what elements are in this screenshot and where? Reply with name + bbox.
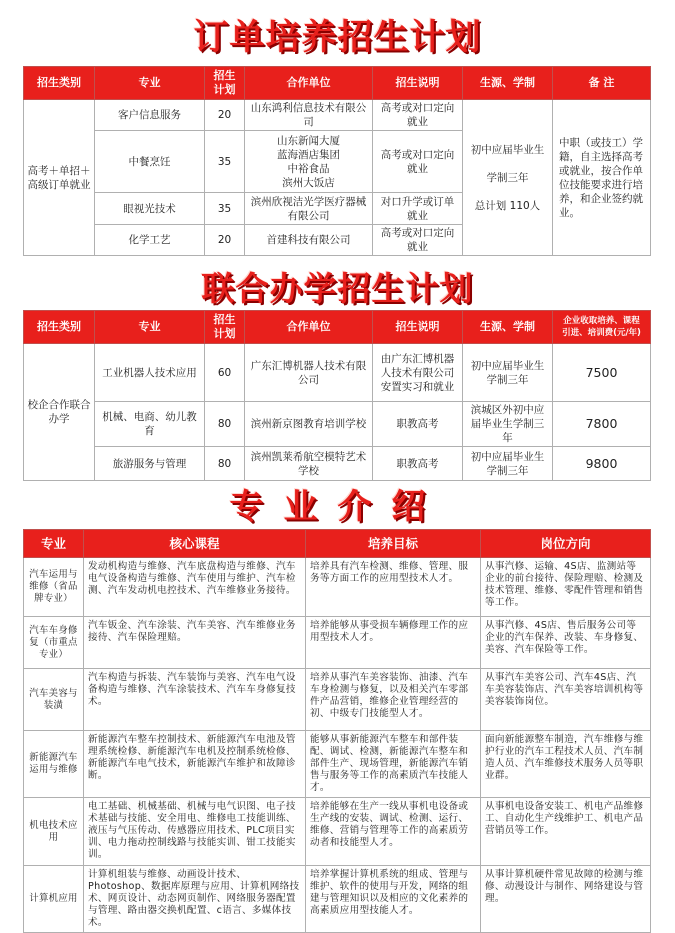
major-jobs: 面向新能源整车制造，汽车维修与维护行业的汽车工程技术人员、汽车制造人员、汽车维修技术服务人员等职业群。 — [481, 731, 651, 798]
joint-major: 机械、电商、幼儿教育 — [95, 402, 205, 447]
joint-plan: 60 — [205, 344, 245, 402]
header-category: 招生类别 — [24, 311, 95, 344]
order-note: 中职（或技工）学籍，自主选择高考或就业，按合作单位技能要求进行培养，和企业签约就业。 — [553, 100, 651, 256]
joint-fee: 9800 — [553, 447, 651, 481]
header-partner: 合作单位 — [245, 67, 373, 100]
order-plan: 20 — [205, 225, 245, 256]
order-partner-list: 山东新闻大厦 蓝海酒店集团 中裕食品 滨州大饭店 — [245, 131, 373, 193]
major-courses: 电工基础、机械基础、机械与电气识图、电子技术基础与技能、安全用电、维修电工技能训练、液压与气压传动、传感器应用技术、PLC项目实训、电力拖动控制线路与技能实训、钳工技能实训。 — [84, 798, 306, 866]
header-jobs: 岗位方向 — [481, 530, 651, 558]
major-goal: 培养能够从事受损车辆修理工作的应用型技术人才。 — [306, 617, 481, 669]
major-goal: 培养能够在生产一线从事机电设备或生产线的安装、调试、检测、运行、维修、营销与管理等工作的高素质劳动者和技能型人才。 — [306, 798, 481, 866]
order-major: 中餐烹饪 — [95, 131, 205, 193]
order-partner: 首建科技有限公司 — [245, 225, 373, 256]
major-jobs: 从事计算机硬件常见故障的检测与维修、动漫设计与制作、网络建设与管理。 — [481, 866, 651, 933]
major-courses: 汽车构造与拆装、汽车装饰与美容、汽车电气设备构造与维修、汽车涂装技术、汽车车身修复技术。 — [84, 669, 306, 731]
order-major: 客户信息服务 — [95, 100, 205, 131]
major-name: 汽车运用与维修（省品牌专业） — [24, 558, 84, 617]
order-source-cell — [463, 100, 553, 256]
header-note: 备 注 — [553, 67, 651, 100]
joint-desc: 职教高考 — [373, 402, 463, 447]
joint-source: 滨城区外初中应届毕业生学制三年 — [463, 402, 553, 447]
major-goal: 培养具有汽车检测、维修、管理、服务等方面工作的应用型技术人才。 — [306, 558, 481, 617]
major-goal: 能够从事新能源汽车整车和部件装配、调试、检测，新能源汽车整车和部件生产、现场管理，新能源汽车销售与服务等工作的高素质汽车技能人才。 — [306, 731, 481, 798]
order-desc: 高考或对口定向就业 — [373, 100, 463, 131]
order-duration: 学制三年 — [486, 171, 529, 184]
joint-plan-table — [23, 310, 651, 481]
major-courses: 汽车钣金、汽车涂装、汽车美容、汽车维修业务接待、汽车保险理赔。 — [84, 617, 306, 669]
joint-desc: 由广东汇博机器人技术有限公司安置实习和就业 — [373, 344, 463, 402]
major-name: 机电技术应用 — [24, 798, 84, 866]
major-name: 计算机应用 — [24, 866, 84, 933]
joint-partner: 滨州凯莱希航空模特艺术学校 — [245, 447, 373, 481]
order-major: 化学工艺 — [95, 225, 205, 256]
header-major: 专业 — [95, 311, 205, 344]
header-goal: 培养目标 — [306, 530, 481, 558]
major-goal: 培养从事汽车美容装饰、油漆、汽车车身检测与修复，以及相关汽车零部件产品营销，维修企业管理经营的初、中级专门技能型人才。 — [306, 669, 481, 731]
major-jobs: 从事机电设备安装工、机电产品维修工、自动化生产线维护工、机电产品营销员等工作。 — [481, 798, 651, 866]
major-goal: 培养掌握计算机系统的组成、管理与维护、软件的使用与开发，网络的组建与管理知识以及相应的文化素养的高素质应用型技能人才。 — [306, 866, 481, 933]
header-fee: 企业收取培养、课程 引进、培训费(元/年) — [553, 311, 651, 344]
order-plan: 20 — [205, 100, 245, 131]
order-source: 初中应届毕业生 — [470, 143, 545, 156]
header-plan: 招生 计划 — [205, 67, 245, 100]
joint-plan: 80 — [205, 447, 245, 481]
order-major: 眼视光技术 — [95, 193, 205, 225]
joint-partner: 广东汇博机器人技术有限公司 — [245, 344, 373, 402]
joint-fee: 7800 — [553, 402, 651, 447]
joint-desc: 职教高考 — [373, 447, 463, 481]
order-plan: 35 — [205, 131, 245, 193]
major-jobs: 从事汽车美容公司、汽车4S店、汽车美容装饰店、汽车美容培训机构等美容装饰岗位。 — [481, 669, 651, 731]
major-courses: 发动机构造与维修、汽车底盘构造与维修、汽车电气设备构造与维修、汽车使用与维护、汽车检测、汽车发动机电控技术、汽车维修业务接待。 — [84, 558, 306, 617]
order-plan: 35 — [205, 193, 245, 225]
major-courses: 计算机组装与维修、动画设计技术、Photoshop、数据库原理与应用、计算机网络技术、网页设计、动态网页制作、网络服务器配置与管理、路由器交换机配置、c语言、多媒体技术。 — [84, 866, 306, 933]
order-plan-title: 订单培养招生计划 — [193, 18, 482, 58]
major-name: 新能源汽车运用与维修 — [24, 731, 84, 798]
header-desc: 招生说明 — [373, 311, 463, 344]
order-desc: 高考或对口定向就业 — [373, 131, 463, 193]
header-plan: 招生 计划 — [205, 311, 245, 344]
joint-fee: 7500 — [553, 344, 651, 402]
joint-plan: 80 — [205, 402, 245, 447]
header-partner: 合作单位 — [245, 311, 373, 344]
header-source: 生源、学制 — [463, 67, 553, 100]
joint-category: 校企合作联合办学 — [24, 344, 95, 481]
header-source: 生源、学制 — [463, 311, 553, 344]
header-major: 专业 — [95, 67, 205, 100]
joint-major: 工业机器人技术应用 — [95, 344, 205, 402]
joint-partner: 滨州新京图教育培训学校 — [245, 402, 373, 447]
joint-plan-title: 联合办学招生计划 — [201, 269, 474, 308]
joint-source: 初中应届毕业生学制三年 — [463, 344, 553, 402]
order-desc: 对口升学或订单就业 — [373, 193, 463, 225]
joint-source: 初中应届毕业生学制三年 — [463, 447, 553, 481]
major-jobs: 从事汽修、4S店、售后服务公司等企业的汽车保养、改装、车身修复、美容、汽车保险等工作。 — [481, 617, 651, 669]
order-category: 高考＋单招＋高级订单就业 — [24, 100, 95, 256]
major-name: 汽车车身修复（市重点专业） — [24, 617, 84, 669]
header-major: 专业 — [24, 530, 84, 558]
majors-table — [23, 529, 651, 933]
major-jobs: 从事汽修、运输、4S店、监测站等企业的前台接待、保险理赔、检测及技术管理、维修、零配件管理和销售等工作。 — [481, 558, 651, 617]
order-partner: 山东鸿利信息技术有限公司 — [245, 100, 373, 131]
header-category: 招生类别 — [24, 67, 95, 100]
joint-major: 旅游服务与管理 — [95, 447, 205, 481]
order-plan-table — [23, 66, 651, 256]
order-partner: 滨州欣视洁光学医疗器械有限公司 — [245, 193, 373, 225]
header-desc: 招生说明 — [373, 67, 463, 100]
order-desc: 高考或对口定向就业 — [373, 225, 463, 256]
majors-title: 专业介绍 — [229, 487, 446, 527]
order-total: 总计划 110人 — [474, 199, 541, 212]
major-courses: 新能源汽车整车控制技术、新能源汽车电池及管理系统检修、新能源汽车电机及控制系统检修、新能源汽车电气技术，新能源汽车维护和故障诊断。 — [84, 731, 306, 798]
major-name: 汽车美容与装潢 — [24, 669, 84, 731]
header-courses: 核心课程 — [84, 530, 306, 558]
